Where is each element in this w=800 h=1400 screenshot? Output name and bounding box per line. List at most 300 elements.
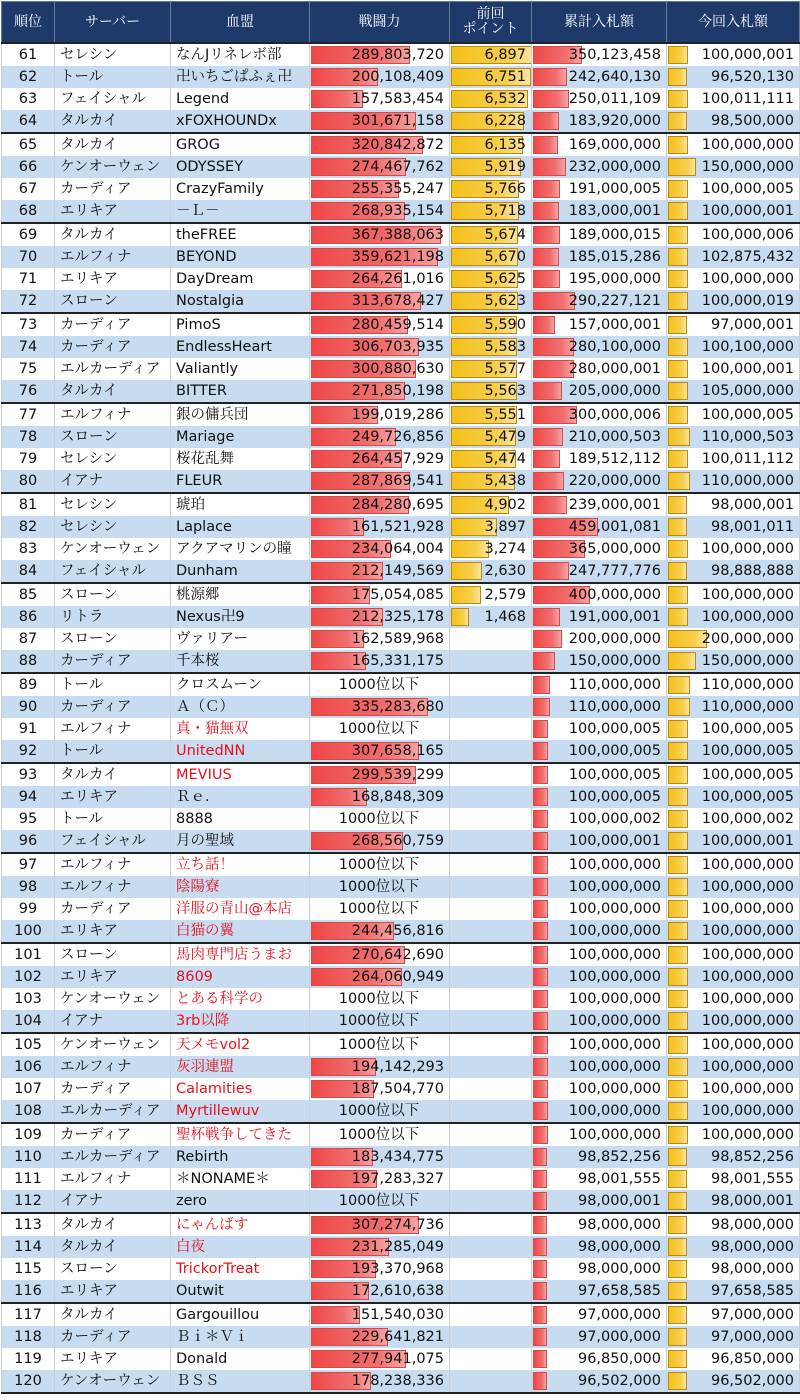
total-bid-cell-value: 239,000,001 [568, 497, 661, 513]
power-cell [310, 1010, 450, 1033]
server-cell: イアナ [55, 1190, 171, 1213]
server-cell: エルフィナ [55, 876, 171, 898]
total-bid-cell [532, 1100, 667, 1123]
clan-cell: Gargouillou [171, 1303, 310, 1326]
total-bid-cell-value: 157,000,001 [568, 317, 661, 333]
server-cell: タルカイ [55, 133, 171, 156]
total-bid-cell-value: 189,000,015 [568, 227, 661, 243]
current-bid-cell-bar [668, 856, 688, 874]
total-bid-cell-bar [533, 1282, 547, 1300]
table-row [2, 156, 800, 178]
current-bid-cell-bar [668, 652, 696, 670]
total-bid-cell-value: 242,640,130 [568, 69, 661, 85]
current-bid-cell [667, 1100, 800, 1123]
prev-points-cell-value: 5,590 [484, 317, 526, 333]
table-row [2, 943, 800, 966]
clan-cell: 3rb以降 [171, 1010, 310, 1033]
prev-points-cell [450, 1100, 532, 1123]
server-cell: エルフィナ [55, 403, 171, 426]
power-cell [310, 763, 450, 786]
table-row [2, 358, 800, 380]
power-cell [310, 1236, 450, 1258]
prev-points-cell-value: 6,532 [484, 91, 526, 107]
prev-points-cell [450, 650, 532, 673]
total-bid-cell-bar [533, 68, 567, 86]
total-bid-cell-value: 195,000,000 [568, 271, 661, 287]
total-bid-cell-bar [533, 428, 563, 446]
server-cell: エルフィナ [55, 1056, 171, 1078]
total-bid-cell-bar [533, 112, 559, 130]
total-bid-cell [532, 830, 667, 853]
server-cell: セレシン [55, 493, 171, 516]
current-bid-cell [667, 943, 800, 966]
current-bid-cell-bar [668, 1282, 687, 1300]
current-bid-cell-bar [668, 1036, 688, 1054]
table-row [2, 966, 800, 988]
prev-points-cell [450, 988, 532, 1010]
total-bid-cell-value: 100,000,005 [568, 767, 661, 783]
prev-points-cell [450, 1168, 532, 1190]
rank-cell: 104 [2, 1010, 55, 1033]
prev-points-cell-value: 5,625 [484, 271, 526, 287]
table-row [2, 1078, 800, 1100]
power-cell-value: 168,848,309 [351, 789, 444, 805]
table-row [2, 1213, 800, 1236]
current-bid-cell-bar [668, 832, 688, 850]
power-cell [310, 66, 450, 88]
power-cell-value: 1000位以下 [338, 1127, 420, 1143]
rank-cell: 77 [2, 403, 55, 426]
rank-cell: 81 [2, 493, 55, 516]
power-cell [310, 1168, 450, 1190]
clan-cell: 月の聖域 [171, 830, 310, 853]
total-bid-cell [532, 740, 667, 763]
power-cell [310, 628, 450, 650]
power-cell [310, 1213, 450, 1236]
prev-points-cell-value: 5,551 [484, 407, 526, 423]
total-bid-cell [532, 876, 667, 898]
server-cell: リトラ [55, 606, 171, 628]
clan-cell: Donald [171, 1348, 310, 1370]
rank-cell: 113 [2, 1213, 55, 1236]
clan-cell: PimoS [171, 313, 310, 336]
current-bid-cell-value: 100,000,005 [701, 721, 794, 737]
table-row [2, 740, 800, 763]
clan-cell: とある科学の [171, 988, 310, 1010]
rank-cell: 112 [2, 1190, 55, 1213]
current-bid-cell-value: 200,000,000 [701, 631, 794, 647]
table-row [2, 876, 800, 898]
prev-points-cell-value: 5,474 [484, 451, 526, 467]
clan-cell: 天メモvol2 [171, 1033, 310, 1056]
total-bid-cell-bar [533, 1080, 548, 1098]
total-bid-cell-bar [533, 922, 548, 940]
current-bid-cell-bar [668, 766, 688, 784]
table-row [2, 246, 800, 268]
current-bid-cell [667, 1010, 800, 1033]
rank-cell: 103 [2, 988, 55, 1010]
clan-cell: 8888 [171, 808, 310, 830]
power-cell [310, 988, 450, 1010]
total-bid-cell [532, 313, 667, 336]
rank-cell: 71 [2, 268, 55, 290]
total-bid-cell [532, 133, 667, 156]
total-bid-cell [532, 1168, 667, 1190]
server-cell: スローン [55, 290, 171, 313]
current-bid-cell-value: 97,658,585 [710, 1283, 794, 1299]
server-cell: カーディア [55, 313, 171, 336]
power-cell [310, 88, 450, 110]
total-bid-cell-value: 280,000,001 [568, 361, 661, 377]
current-bid-cell-value: 100,000,000 [701, 1103, 794, 1119]
prev-points-cell [450, 133, 532, 156]
current-bid-cell-bar [668, 698, 690, 716]
prev-points-cell-bar [451, 586, 481, 604]
power-cell-value: 183,434,775 [351, 1149, 444, 1165]
current-bid-cell-value: 100,000,000 [701, 609, 794, 625]
power-cell [310, 313, 450, 336]
server-cell: ケンオーウェン [55, 1033, 171, 1056]
total-bid-cell-bar [533, 90, 569, 108]
current-bid-cell-value: 150,000,000 [701, 159, 794, 175]
current-bid-cell [667, 628, 800, 650]
table-row [2, 66, 800, 88]
clan-cell: 桃源郷 [171, 583, 310, 606]
rank-cell: 84 [2, 560, 55, 583]
prev-points-cell-value: 2,579 [484, 587, 526, 603]
power-cell-value: 197,283,327 [351, 1171, 444, 1187]
power-cell-value: 231,285,049 [351, 1239, 444, 1255]
current-bid-cell-value: 100,000,002 [701, 811, 794, 827]
current-bid-cell-value: 100,000,000 [701, 901, 794, 917]
total-bid-cell [532, 763, 667, 786]
power-cell-value: 255,355,247 [351, 181, 444, 197]
current-bid-cell [667, 763, 800, 786]
ranking-table [1, 1, 800, 1394]
prev-points-cell [450, 943, 532, 966]
current-bid-cell-bar [668, 900, 688, 918]
table-row [2, 1168, 800, 1190]
rank-cell: 68 [2, 200, 55, 223]
total-bid-cell [532, 988, 667, 1010]
power-cell [310, 470, 450, 493]
prev-points-cell-bar [451, 562, 482, 580]
server-cell: エルフィナ [55, 853, 171, 876]
total-bid-cell [532, 718, 667, 740]
total-bid-cell-bar [533, 878, 548, 896]
total-bid-cell-bar [533, 652, 555, 670]
server-cell: エリキア [55, 1348, 171, 1370]
total-bid-cell [532, 786, 667, 808]
server-cell: セレシン [55, 43, 171, 66]
total-bid-cell [532, 920, 667, 943]
total-bid-cell-bar [533, 990, 548, 1008]
clan-cell: Ｂｉ＊Ｖｉ [171, 1326, 310, 1348]
total-bid-cell-value: 280,100,000 [568, 339, 661, 355]
current-bid-cell-value: 100,000,005 [701, 407, 794, 423]
server-cell: エルカーディア [55, 1146, 171, 1168]
server-cell: スローン [55, 426, 171, 448]
rank-cell: 64 [2, 110, 55, 133]
total-bid-cell-bar [533, 788, 548, 806]
total-bid-cell [532, 336, 667, 358]
power-cell [310, 1123, 450, 1146]
rank-cell: 93 [2, 763, 55, 786]
prev-points-cell [450, 853, 532, 876]
current-bid-cell [667, 786, 800, 808]
prev-points-cell-value: 5,577 [484, 361, 526, 377]
total-bid-cell-bar [533, 1372, 547, 1390]
current-bid-cell [667, 403, 800, 426]
power-cell-value: 234,064,004 [351, 541, 444, 557]
table-row [2, 1190, 800, 1213]
table-row [2, 1236, 800, 1258]
current-bid-cell-bar [668, 1012, 688, 1030]
power-cell [310, 426, 450, 448]
current-bid-cell [667, 1056, 800, 1078]
rank-cell: 73 [2, 313, 55, 336]
total-bid-cell-value: 98,000,001 [577, 1193, 661, 1209]
prev-points-cell-value: 3,897 [484, 519, 526, 535]
clan-cell: Rebirth [171, 1146, 310, 1168]
server-cell: エリキア [55, 966, 171, 988]
prev-points-cell [450, 1078, 532, 1100]
current-bid-cell-value: 100,000,000 [701, 879, 794, 895]
prev-points-cell [450, 1190, 532, 1213]
current-bid-cell [667, 876, 800, 898]
clan-cell: xFOXHOUNDx [171, 110, 310, 133]
clan-cell: Nexus卍9 [171, 606, 310, 628]
table-header [2, 2, 800, 44]
current-bid-cell-value: 96,502,000 [710, 1373, 794, 1389]
power-cell [310, 606, 450, 628]
current-bid-cell-bar [668, 788, 688, 806]
power-cell [310, 853, 450, 876]
clan-cell: Dunham [171, 560, 310, 583]
prev-points-cell-value: 6,135 [484, 137, 526, 153]
rank-cell: 62 [2, 66, 55, 88]
clan-cell: GROG [171, 133, 310, 156]
current-bid-cell-value: 98,000,001 [710, 1193, 794, 1209]
current-bid-cell-value: 100,000,001 [701, 47, 794, 63]
current-bid-cell-bar [668, 68, 687, 86]
server-cell: トール [55, 808, 171, 830]
current-bid-cell-bar [668, 158, 696, 176]
total-bid-cell-bar [533, 248, 559, 266]
total-bid-cell [532, 88, 667, 110]
prev-points-cell [450, 1010, 532, 1033]
server-cell: トール [55, 673, 171, 696]
total-bid-cell [532, 268, 667, 290]
prev-points-cell [450, 1348, 532, 1370]
current-bid-cell-bar [668, 676, 690, 694]
current-bid-cell-bar [668, 360, 688, 378]
table-row [2, 920, 800, 943]
current-bid-cell-value: 100,000,006 [701, 227, 794, 243]
power-cell-value: 284,280,695 [351, 497, 444, 513]
total-bid-cell [532, 403, 667, 426]
power-cell-value: 1000位以下 [338, 677, 420, 693]
rank-cell: 89 [2, 673, 55, 696]
prev-points-cell [450, 1326, 532, 1348]
prev-points-cell [450, 200, 532, 223]
clan-cell: 白夜 [171, 1236, 310, 1258]
power-cell-value: 367,388,063 [351, 227, 444, 243]
total-bid-cell-bar [533, 1260, 547, 1278]
current-bid-cell-bar [668, 1328, 687, 1346]
clan-cell: CrazyFamily [171, 178, 310, 200]
power-cell-value: 270,642,690 [351, 947, 444, 963]
rank-cell: 80 [2, 470, 55, 493]
server-cell: タルカイ [55, 223, 171, 246]
current-bid-cell-bar [668, 450, 688, 468]
total-bid-cell [532, 380, 667, 403]
prev-points-cell [450, 426, 532, 448]
server-cell: エリキア [55, 268, 171, 290]
current-bid-cell-bar [668, 90, 688, 108]
total-bid-cell-value: 110,000,000 [568, 699, 661, 715]
current-bid-cell [667, 43, 800, 66]
total-bid-cell-bar [533, 136, 558, 154]
table-row [2, 493, 800, 516]
table-row [2, 1056, 800, 1078]
table-row [2, 336, 800, 358]
total-bid-cell-value: 250,011,109 [568, 91, 661, 107]
clan-cell: 白猫の翼 [171, 920, 310, 943]
table-row [2, 1370, 800, 1393]
prev-points-cell [450, 1123, 532, 1146]
total-bid-cell [532, 538, 667, 560]
server-cell: カーディア [55, 1326, 171, 1348]
power-cell [310, 246, 450, 268]
power-cell-value: 212,149,569 [351, 563, 444, 579]
table-row [2, 200, 800, 223]
power-cell-value: 1000位以下 [338, 1103, 420, 1119]
total-bid-cell-value: 100,000,000 [568, 1127, 661, 1143]
clan-cell: Ｒｅ. [171, 786, 310, 808]
total-bid-cell [532, 650, 667, 673]
prev-points-cell [450, 560, 532, 583]
rank-cell: 101 [2, 943, 55, 966]
prev-points-cell [450, 830, 532, 853]
prev-points-cell [450, 156, 532, 178]
power-cell-value: 200,108,409 [351, 69, 444, 85]
total-bid-cell-bar [533, 202, 559, 220]
total-bid-cell-bar [533, 1170, 547, 1188]
current-bid-cell-bar [668, 382, 688, 400]
total-bid-cell [532, 110, 667, 133]
clan-cell: ヴァリアー [171, 628, 310, 650]
table-row [2, 1033, 800, 1056]
rank-cell: 100 [2, 920, 55, 943]
prev-points-cell [450, 1370, 532, 1393]
current-bid-cell-value: 97,000,000 [710, 1307, 794, 1323]
header-rank: 順位 [2, 2, 55, 44]
current-bid-cell-value: 100,000,001 [701, 361, 794, 377]
power-cell [310, 538, 450, 560]
power-cell-value: 172,610,638 [351, 1283, 444, 1299]
power-cell-value: 162,589,968 [351, 631, 444, 647]
power-cell-value: 301,671,158 [351, 113, 444, 129]
power-cell [310, 448, 450, 470]
current-bid-cell [667, 470, 800, 493]
power-cell-value: 359,621,198 [351, 249, 444, 265]
rank-cell: 61 [2, 43, 55, 66]
current-bid-cell-value: 110,000,000 [701, 473, 794, 489]
current-bid-cell [667, 336, 800, 358]
power-cell [310, 1100, 450, 1123]
clan-cell: TrickorTreat [171, 1258, 310, 1280]
total-bid-cell [532, 1146, 667, 1168]
total-bid-cell-bar [533, 1036, 548, 1054]
total-bid-cell [532, 1280, 667, 1303]
current-bid-cell-bar [668, 136, 688, 154]
current-bid-cell [667, 830, 800, 853]
power-cell-value: 1000位以下 [338, 721, 420, 737]
current-bid-cell-value: 100,000,000 [701, 1127, 794, 1143]
clan-cell: UnitedNN [171, 740, 310, 763]
table-row [2, 178, 800, 200]
power-cell-value: 1000位以下 [338, 1037, 420, 1053]
power-cell [310, 966, 450, 988]
current-bid-cell [667, 606, 800, 628]
rank-cell: 111 [2, 1168, 55, 1190]
power-cell-value: 289,803,720 [351, 47, 444, 63]
server-cell: フェイシャル [55, 88, 171, 110]
clan-cell: 灰羽連盟 [171, 1056, 310, 1078]
total-bid-cell-value: 232,000,000 [568, 159, 661, 175]
table-row [2, 628, 800, 650]
table-row [2, 673, 800, 696]
current-bid-cell-value: 100,000,019 [701, 293, 794, 309]
current-bid-cell-bar [668, 720, 688, 738]
current-bid-cell [667, 1303, 800, 1326]
current-bid-cell-bar [668, 922, 688, 940]
power-cell-value: 264,457,929 [351, 451, 444, 467]
total-bid-cell-bar [533, 856, 548, 874]
total-bid-cell-value: 191,000,001 [568, 609, 661, 625]
total-bid-cell-bar [533, 946, 548, 964]
prev-points-cell [450, 66, 532, 88]
current-bid-cell-value: 100,011,112 [701, 451, 794, 467]
total-bid-cell [532, 156, 667, 178]
total-bid-cell [532, 1123, 667, 1146]
total-bid-cell-value: 100,000,000 [568, 1013, 661, 1029]
prev-points-cell [450, 1146, 532, 1168]
current-bid-cell-bar [668, 248, 688, 266]
server-cell: タルカイ [55, 110, 171, 133]
total-bid-cell-value: 98,000,000 [577, 1261, 661, 1277]
power-cell-value: 264,261,016 [351, 271, 444, 287]
table-row [2, 110, 800, 133]
total-bid-cell [532, 696, 667, 718]
rank-cell: 119 [2, 1348, 55, 1370]
total-bid-cell [532, 290, 667, 313]
prev-points-cell [450, 493, 532, 516]
total-bid-cell [532, 1190, 667, 1213]
rank-cell: 82 [2, 516, 55, 538]
rank-cell: 72 [2, 290, 55, 313]
total-bid-cell-bar [533, 472, 564, 490]
prev-points-cell [450, 718, 532, 740]
rank-cell: 102 [2, 966, 55, 988]
rank-cell: 110 [2, 1146, 55, 1168]
rank-cell: 92 [2, 740, 55, 763]
power-cell-value: 1000位以下 [338, 811, 420, 827]
current-bid-cell-bar [668, 1216, 687, 1234]
power-cell-value: 300,880,630 [351, 361, 444, 377]
current-bid-cell-value: 150,000,000 [701, 653, 794, 669]
